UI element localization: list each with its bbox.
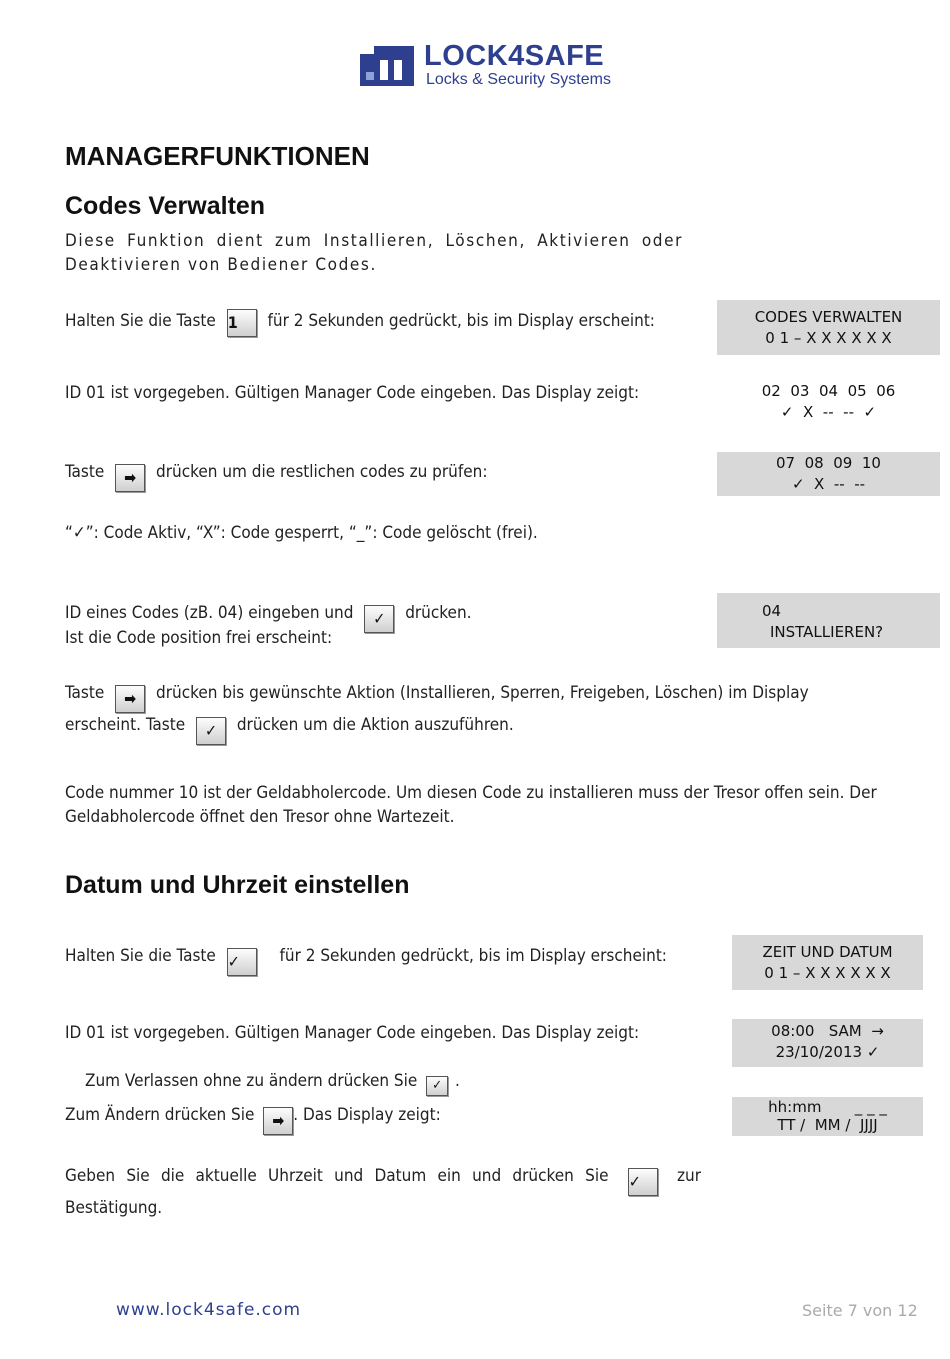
codes-step-2: ID 01 ist vorgegeben. Gültigen Manager Code eingeben. Das Display zeigt: (65, 383, 640, 403)
display-line: ✓ X -- -- ✓ (780, 403, 877, 421)
datetime-step-1-text-a: Halten Sie die Taste (65, 946, 216, 966)
check-key-icon: ✓ (227, 948, 257, 976)
codes-step-5-text-d: drücken um die Aktion auszuführen. (236, 715, 514, 735)
codes-step-5-text-b: drücken bis gewünschte Aktion (Installieren, Sperren, Freigeben, Löschen) im Display (156, 683, 809, 703)
logo-tagline: Locks & Security Systems (426, 71, 611, 88)
codes-step-1-text-a: Halten Sie die Taste (65, 311, 216, 331)
codes-step-4-text-b: drücken. (405, 603, 472, 623)
display-line: 0 1 – X X X X X X (765, 329, 892, 347)
codes-step-3-text-b: drücken um die restlichen codes zu prüfen: (156, 462, 488, 482)
display-line: ✓ X -- -- (791, 475, 866, 493)
codes-step-5 (65, 681, 925, 713)
codes-step-5-line2 (65, 713, 925, 745)
display-codes-status-1 (717, 381, 940, 427)
display-line: 07 08 09 10 (776, 454, 881, 472)
codes-step-3 (65, 460, 705, 492)
codes-step-1-text-b: für 2 Sekunden gedrückt, bis im Display erscheint: (267, 311, 655, 331)
codes-step-5-text-c: erscheint. Taste (65, 715, 186, 735)
display-line: 04 (762, 602, 782, 620)
display-line: TT / MM / JJJJ (777, 1116, 878, 1134)
datetime-step-3-text-a: Zum Verlassen ohne zu ändern drücken Sie (85, 1071, 418, 1091)
display-line: 0 1 – X X X X X X (764, 964, 891, 982)
section-title-datetime: Datum und Uhrzeit einstellen (65, 871, 410, 899)
codes-intro: Diese Funktion dient zum Installieren, Löschen, Aktivieren oder Deaktivieren von Bediener Codes. (65, 231, 683, 275)
datetime-step-2: ID 01 ist vorgegeben. Gültigen Manager Code eingeben. Das Display zeigt: (65, 1023, 640, 1043)
datetime-step-1-text-b: für 2 Sekunden gedrückt, bis im Display erscheint: (279, 946, 667, 966)
codes-step-3-text-a: Taste (65, 462, 105, 482)
datetime-step-3-text-b: . (455, 1071, 460, 1091)
datetime-step-3 (85, 1069, 705, 1096)
check-key-icon: ✓ (196, 717, 226, 745)
codes-note: Code nummer 10 ist der Geldabholercode. Um diesen Code zu installieren muss der Tresor offen sein. Der Geldabholercode öffnet den Tresor ohne Wartezeit. (65, 783, 877, 827)
page-heading: MANAGERFUNKTIONEN (65, 141, 370, 171)
display-line: 02 03 04 05 06 (761, 382, 896, 400)
display-time-date (732, 1019, 923, 1067)
codes-step-4-text-a: ID eines Codes (zB. 04) eingeben und (65, 603, 354, 623)
arrow-right-key-icon: ➡ (263, 1107, 293, 1135)
arrow-right-key-icon: ➡ (115, 685, 145, 713)
datetime-step-4-text-a: Zum Ändern drücken Sie (65, 1105, 255, 1125)
logo-mark-icon (360, 46, 414, 86)
datetime-step-5 (65, 1164, 701, 1220)
footer-page-number: Seite 7 von 12 (802, 1301, 918, 1320)
datetime-step-1 (65, 944, 701, 976)
display-codes-status-2 (717, 452, 940, 496)
display-line: 08:00 SAM → (771, 1022, 884, 1040)
codes-legend: “✓”: Code Aktiv, “X”: Code gesperrt, “_”: Code gelöscht (frei). (65, 523, 538, 543)
logo-brand: LOCK4SAFE (424, 40, 605, 72)
footer-website-link[interactable]: www.lock4safe.com (116, 1300, 302, 1320)
check-key-icon: ✓ (364, 605, 394, 633)
display-installieren (717, 593, 940, 648)
check-key-icon: ✓ (628, 1168, 658, 1196)
display-line: INSTALLIEREN? (770, 623, 884, 641)
datetime-step-4 (65, 1103, 685, 1135)
display-line: hh:mm _ _ _ (768, 1098, 887, 1116)
display-line: 23/10/2013 ✓ (775, 1043, 880, 1061)
check-key-icon: ✓ (426, 1076, 448, 1096)
datetime-step-5-text-b: zur Bestätigung. (65, 1166, 702, 1218)
brand-logo (360, 40, 645, 90)
display-line: ZEIT UND DATUM (762, 943, 893, 961)
section-title-codes: Codes Verwalten (65, 192, 266, 220)
arrow-right-key-icon: ➡ (115, 464, 145, 492)
key-1-icon: 1 (227, 309, 257, 337)
codes-step-1 (65, 309, 683, 337)
datetime-step-4-text-b: . Das Display zeigt: (293, 1105, 441, 1125)
codes-step-5-text-a: Taste (65, 683, 105, 703)
codes-step-4-c: Ist die Code position frei erscheint: (65, 628, 333, 648)
datetime-step-5-text-a: Geben Sie die aktuelle Uhrzeit und Datum ein und drücken Sie (65, 1166, 609, 1186)
display-codes-verwalten (717, 300, 940, 355)
display-input-format (732, 1097, 923, 1136)
display-zeit-und-datum (732, 935, 923, 990)
display-line: CODES VERWALTEN (754, 308, 903, 326)
